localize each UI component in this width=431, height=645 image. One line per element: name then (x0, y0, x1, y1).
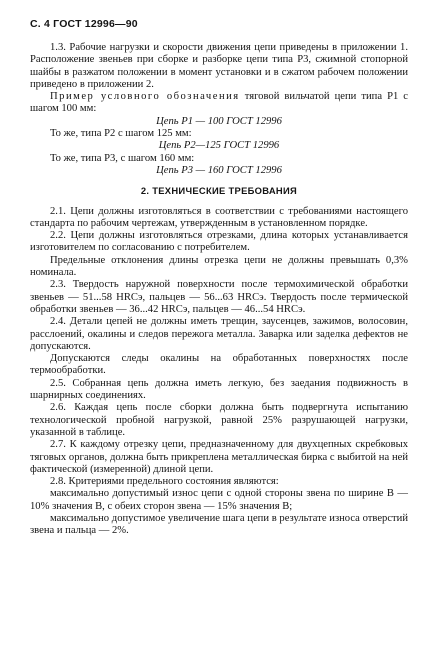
example-intro-rest: тяговой вильчатой цепи типа Р1 с шагом 100 мм: (30, 91, 408, 115)
paragraph-2-4: 2.4. Детали цепей не должны иметь трещин, заусенцев, зажимов, волосовин, расслоений, окалины и следов пережога металла. Заварка или заделка дефектов не допускаются. (30, 316, 408, 352)
paragraph-2-4-scale: Допускаются следы окалины на обработанных поверхностях после термообработки. (30, 353, 408, 377)
paragraph-2-1: 2.1. Цепи должны изготовляться в соответствии с требованиями настоящего стандарта по рабочим чертежам, утвержденным в установленном порядке. (30, 205, 408, 229)
same-type-2: То же, типа Р2 с шагом 125 мм: (50, 128, 192, 140)
document-body (30, 42, 408, 538)
paragraph-1-3: 1.3. Рабочие нагрузки и скорости движения цепи приведены в приложении 1. Расположение звеньев при сборке и разборке цепи типа Р3, сжимной стопорной шайбы в разжатом положении в момент установки и в сжатом рабочем положении приведено в приложении 2. (30, 42, 408, 90)
designation-1: Цепь Р1 — 100 ГОСТ 12996 (156, 115, 282, 127)
section-title: 2. ТЕХНИЧЕСКИЕ ТРЕБОВАНИЯ (140, 185, 298, 197)
designation-3: Цепь Р3 — 160 ГОСТ 12996 (156, 164, 282, 176)
same-type-3: То же, типа Р3, с шагом 160 мм: (50, 152, 195, 164)
designation-2: Цепь Р2—125 ГОСТ 12996 (158, 140, 280, 152)
paragraph-2-7: 2.7. К каждому отрезку цепи, предназначенному для двухцепных скребковых тяговых органов, должна быть прикреплена металлическая бирка с выбитой на ней фактической (измеренной) длиной цепи. (30, 439, 408, 475)
example-intro-spaced: Пример условного обозначения (50, 91, 240, 103)
paragraph-2-8: 2.8. Критериями предельного состояния являются: (50, 476, 279, 488)
paragraph-2-2: 2.2. Цепи должны изготовляться отрезками, длина которых устанавливается изготовителем по согласованию с потребителем. (30, 230, 408, 254)
paragraph-2-6: 2.6. Каждая цепь после сборки должна быть подвергнута испытанию технологической пробной нагрузкой, равной 25% разрушающей нагрузки, указанной в таблице. (30, 402, 408, 438)
paragraph-2-5: 2.5. Собранная цепь должна иметь легкую, без заедания подвижность в шарнирных соединениях. (30, 377, 408, 402)
paragraph-2-2-tolerance: Предельные отклонения длины отрезка цепи не должны превышать 0,3% номинала. (30, 254, 408, 279)
example-intro (30, 91, 408, 116)
page-header: С. 4 ГОСТ 12996—90 (30, 18, 138, 30)
paragraph-2-8-wear: максимально допустимый износ цепи с одной стороны звена по ширине В — 10% значения В, с обеих сторон звена — 15% значения В; (30, 488, 408, 512)
paragraph-2-3: 2.3. Твердость наружной поверхности после термохимической обработки звеньев — 51...58 HRCэ, пальцев — 56...63 HRCэ. Твердость после термической обработки звеньев — 36...42 HRCэ, пальцев — 46...54 HRCэ. (30, 279, 408, 315)
paragraph-2-8-pitch: максимально допустимое увеличение шага цепи в результате износа отверстий звена и пальца — 2%. (30, 512, 408, 537)
